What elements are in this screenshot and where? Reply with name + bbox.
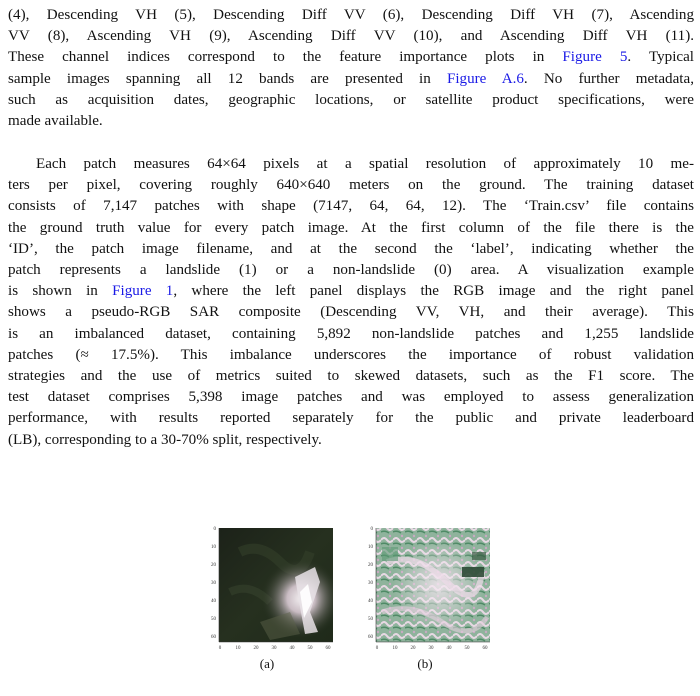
x-tick-label: 50 (307, 646, 313, 651)
x-tick-label: 0 (375, 646, 379, 651)
text-line (8, 47, 694, 68)
text-segment: sample images spanning all 12 bands are presented in (8, 70, 447, 87)
y-tick-label: 40 (211, 599, 216, 604)
y-tick-label: 50 (211, 617, 216, 622)
text-segment: . No further metadata, (523, 70, 694, 87)
paragraph-band-description (8, 5, 694, 132)
text-line: (4), Descending VH (5), Descending Diff VV (6), Descending Diff VH (7), Ascending (8, 7, 694, 23)
y-tick-label: 60 (368, 635, 373, 640)
x-tick-label: 50 (464, 646, 470, 651)
x-tick-label: 20 (253, 646, 259, 651)
text-line: made available. (8, 113, 103, 130)
y-tick-label: 20 (368, 563, 373, 568)
text-segment: , where the left panel displays the RGB image and the right panel (173, 283, 695, 300)
text-line: strategies and the use of metrics suited to skewed datasets, such as the F1 score. The (8, 368, 694, 385)
paragraph-dataset-description (8, 154, 694, 451)
text-line: Each patch measures 64×64 pixels at a spatial resolution of approximately 10 me- (36, 156, 694, 172)
figure-panel-b-sar (357, 522, 497, 652)
y-tick-label: 10 (368, 545, 373, 550)
text-line: the ground truth value for every patch image. At the first column of the file there is the (8, 219, 694, 236)
x-tick-label: 40 (289, 646, 295, 651)
x-tick-label: 10 (392, 646, 398, 651)
x-axis-labels-b (376, 646, 488, 651)
y-axis-labels-b (368, 527, 374, 640)
text-segment: These channel indices correspond to the feature importance plots in (8, 49, 563, 66)
figure-a6-link[interactable]: Figure A.6 (446, 70, 524, 87)
figure-caption-b: (b) (417, 656, 433, 671)
text-line (8, 281, 694, 302)
y-tick-label: 30 (368, 581, 373, 586)
y-tick-label: 0 (213, 527, 216, 532)
figure-1-link[interactable]: Figure 1 (112, 283, 174, 300)
text-line: (LB), corresponding to a 30-70% split, respectively. (8, 431, 322, 448)
y-tick-label: 50 (368, 617, 373, 622)
x-tick-label: 30 (428, 646, 434, 651)
x-tick-label: 60 (482, 646, 488, 651)
text-line: patches (≈ 17.5%). This imbalance underscores the importance of robust validation (8, 346, 694, 363)
x-axis-labels-a (219, 646, 331, 651)
text-line: such as acquisition dates, geographic locations, or satellite product specifications, were (8, 91, 694, 108)
x-tick-label: 20 (410, 646, 416, 651)
y-tick-label: 60 (211, 635, 216, 640)
text-line: ‘ID’, the patch image filename, and at the second the ‘label’, indicating whether the (8, 240, 694, 257)
text-line: performance, with results reported separately for the public and private leaderboard (8, 410, 694, 427)
text-line: consists of 7,147 patches with shape (7147, 64, 64, 12). The ‘Train.csv’ file contains (8, 198, 694, 215)
text-line (8, 69, 694, 90)
x-tick-label: 60 (325, 646, 331, 651)
x-tick-label: 0 (218, 646, 222, 651)
figure-panel-a-rgb (200, 522, 340, 652)
text-line: VV (8), Ascending VH (9), Ascending Diff VV (10), and Ascending Diff VH (11). (8, 28, 694, 45)
text-line: patch represents a landslide (1) or a non-landslide (0) area. A visualization example (8, 262, 694, 279)
text-line: is an imbalanced dataset, containing 5,892 non-landslide patches and 1,255 landslide (8, 325, 694, 342)
text-line: ters per pixel, covering roughly 640×640 meters on the ground. The training dataset (8, 177, 694, 194)
y-tick-label: 10 (211, 545, 216, 550)
figure-caption-a: (a) (259, 656, 275, 671)
text-segment: . Typical (627, 49, 695, 66)
text-line: shows a pseudo-RGB SAR composite (Descending VV, VH, and their average). This (8, 304, 694, 321)
y-tick-label: 0 (370, 527, 373, 532)
x-tick-label: 30 (271, 646, 277, 651)
text-segment: is shown in (8, 283, 113, 300)
figure-5-link[interactable]: Figure 5 (562, 49, 628, 66)
y-tick-label: 30 (211, 581, 216, 586)
y-axis-labels-a (211, 527, 217, 640)
x-tick-label: 40 (446, 646, 452, 651)
y-tick-label: 20 (211, 563, 216, 568)
y-tick-label: 40 (368, 599, 373, 604)
text-line: test dataset comprises 5,398 image patches and was employed to assess generalization (8, 389, 694, 406)
x-tick-label: 10 (235, 646, 241, 651)
